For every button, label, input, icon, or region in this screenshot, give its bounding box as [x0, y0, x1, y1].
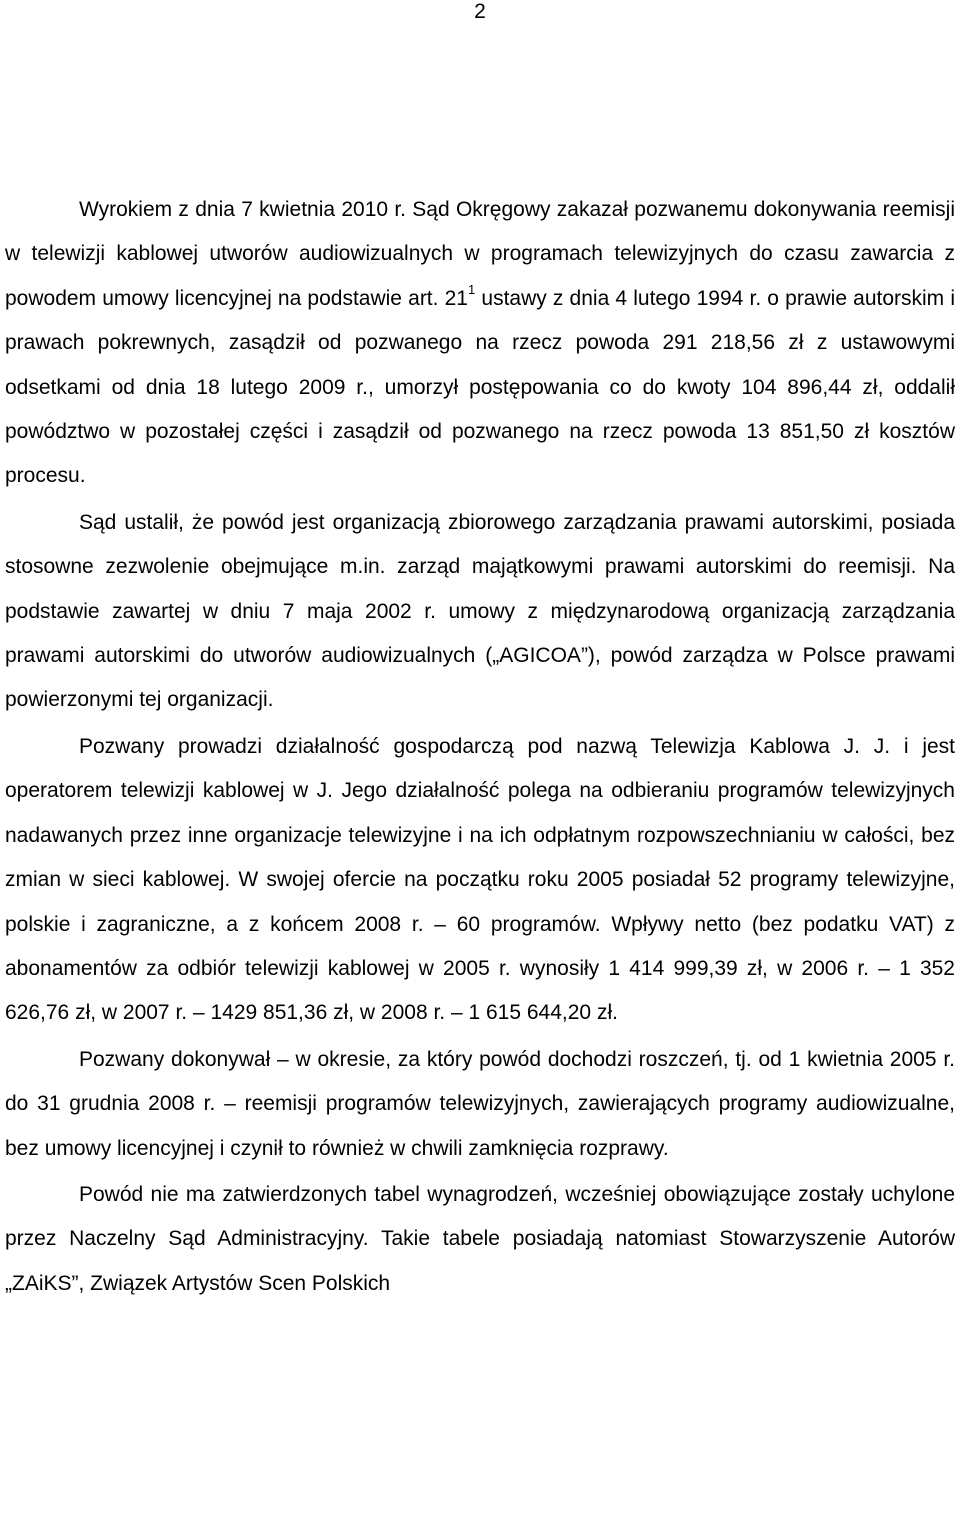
paragraph-judgment: [5, 188, 955, 499]
paragraph-judgment-text-start: Wyrokiem z dnia 7 kwietnia 2010 r. Sąd Okręgowy zakazał pozwanemu dokonywania reemisji w telewizji kablowej utworów audiowizualnych w programach telewizyjnych do czasu zawarcia z powodem umowy licencyjnej na podstawie art. 21: [5, 198, 955, 310]
paragraph-remuneration-tables: Powód nie ma zatwierdzonych tabel wynagrodzeń, wcześniej obowiązujące zostały uchylone przez Naczelny Sąd Administracyjny. Takie tabele posiadają natomiast Stowarzyszenie Autorów „ZAiKS”, Związek Artystów Scen Polskich: [5, 1182, 955, 1295]
article-superscript: 1: [468, 281, 476, 297]
paragraph-judgment-text-end: ustawy z dnia 4 lutego 1994 r. o prawie autorskim i prawach pokrewnych, zasądził od pozwanego na rzecz powoda 291 218,56 zł z ustawowymi odsetkami od dnia 18 lutego 2009 r., umorzył postępowania co do kwoty 104 896,44 zł, oddalił powództwo w pozostałej części i zasądził od pozwanego na rzecz powoda 13 851,50 zł kosztów procesu.: [5, 286, 955, 488]
page-number: 2: [474, 0, 486, 23]
document-body: [5, 188, 955, 1306]
paragraph-defendant-activity: Pozwany prowadzi działalność gospodarczą pod nazwą Telewizja Kablowa J. J. i jest operatorem telewizji kablowej w J. Jego działalność polega na odbieraniu programów telewizyjnych nadawanych przez inne organizacje telewizyjne i na ich odpłatnym rozpowszechnianiu w całości, bez zmian w sieci kablowej. W swojej ofercie na początku roku 2005 posiadał 52 programy telewizyjne, polskie i zagraniczne, a z końcem 2008 r. – 60 programów. Wpływy netto (bez podatku VAT) z abonamentów za odbiór telewizji kablowej w 2005 r. wynosiły 1 414 999,39 zł, w 2006 r. – 1 352 626,76 zł, w 2007 r. – 1429 851,36 zł, w 2008 r. – 1 615 644,20 zł.: [5, 734, 955, 1025]
paragraph-retransmission: Pozwany dokonywał – w okresie, za który powód dochodzi roszczeń, tj. od 1 kwietnia 2005 r. do 31 grudnia 2008 r. – reemisji programów telewizyjnych, zawierających programy audiowizualne, bez umowy licencyjnej i czynił to również w chwili zamknięcia rozprawy.: [5, 1047, 955, 1160]
paragraph-court-findings: Sąd ustalił, że powód jest organizacją zbiorowego zarządzania prawami autorskimi, posiada stosowne zezwolenie obejmujące m.in. zarząd majątkowymi prawami autorskimi do reemisji. Na podstawie zawartej w dniu 7 maja 2002 r. umowy z międzynarodową organizacją zarządzania prawami autorskimi do utworów audiowizualnych („AGICOA”), powód zarządza w Polsce prawami powierzonymi tej organizacji.: [5, 510, 955, 712]
